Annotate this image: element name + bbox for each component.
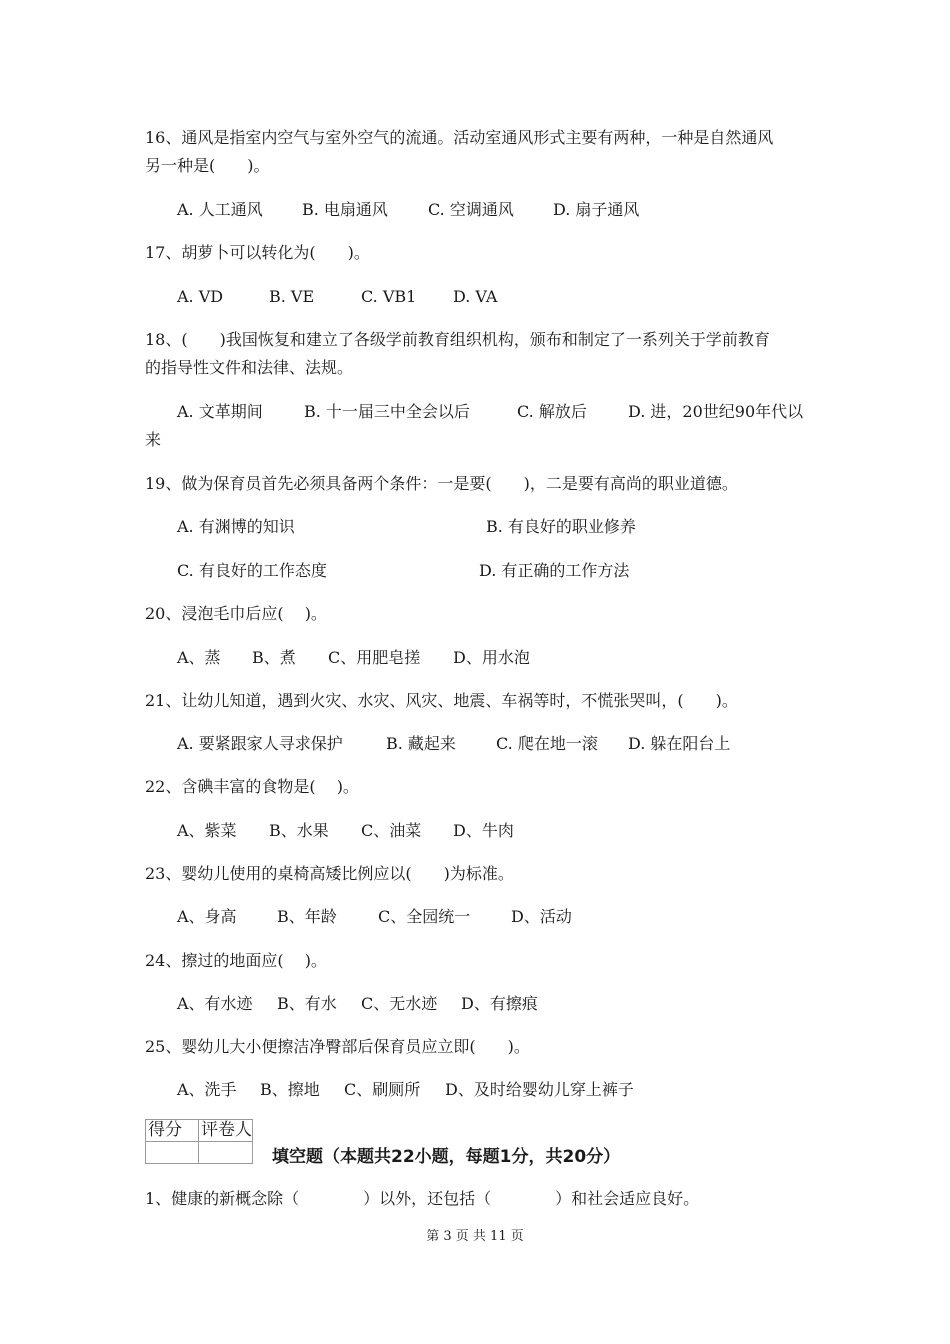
q16-option-a: A. 人工通风: [177, 200, 263, 219]
q16-option-d: D. 扇子通风: [553, 200, 640, 219]
q18-option-d: D. 进，20世纪90年代以: [628, 402, 804, 421]
q23-option-a: A、身高: [177, 907, 237, 926]
q22-option-a: A、紫菜: [177, 821, 237, 840]
q16-option-b: B. 电扇通风: [302, 200, 388, 219]
q21-text: 21、让幼儿知道，遇到火灾、水灾、风灾、地震、车祸等时，不慌张哭叫，( )。: [145, 691, 738, 710]
q25-option-b: B、擦地: [260, 1080, 320, 1099]
q19-text: 19、做为保育员首先必须具备两个条件：一是要( )，二是要有高尚的职业道德。: [145, 474, 738, 493]
q17-option-a: A. VD: [177, 287, 224, 306]
q21-option-b: B. 藏起来: [386, 734, 456, 753]
q23-option-d: D、活动: [511, 907, 572, 926]
q25-text: 25、婴幼儿大小便擦洁净臀部后保育员应立即( )。: [145, 1037, 530, 1056]
score-box: [145, 1119, 253, 1164]
q19-option-a: A. 有渊博的知识: [177, 517, 295, 536]
q24-text: 24、擦过的地面应( )。: [145, 951, 327, 970]
q18-option-c: C. 解放后: [517, 402, 587, 421]
fill-q1-text: 1、健康的新概念除（ ）以外，还包括（ ）和社会适应良好。: [145, 1189, 700, 1208]
q24-option-d: D、有擦痕: [461, 994, 538, 1013]
q22-text: 22、含碘丰富的食物是( )。: [145, 777, 359, 796]
q23-option-c: C、全园统一: [378, 907, 471, 926]
q17-text: 17、胡萝卜可以转化为( )。: [145, 243, 370, 262]
q21-option-d: D. 躲在阳台上: [628, 734, 731, 753]
q25-option-d: D、及时给婴幼儿穿上裤子: [445, 1080, 634, 1099]
q20-option-b: B、煮: [252, 648, 296, 667]
q20-option-a: A、蒸: [177, 648, 221, 667]
score-cell[interactable]: [146, 1142, 199, 1164]
q16-text-line2: 另一种是( )。: [145, 156, 270, 175]
q18-text-line1: 18、( )我国恢复和建立了各级学前教育组织机构，颁布和制定了一系列关于学前教育: [145, 330, 770, 349]
grader-label: 评卷人: [199, 1120, 253, 1142]
q17-option-c: C. VB1: [361, 287, 417, 306]
page-footer: 第 3 页 共 11 页: [426, 1229, 524, 1244]
q18-option-d-wrap: 来: [145, 430, 162, 449]
q21-option-a: A. 要紧跟家人寻求保护: [177, 734, 343, 753]
q24-option-b: B、有水: [277, 994, 337, 1013]
q17-option-d: D. VA: [453, 287, 498, 306]
q22-option-b: B、水果: [269, 821, 329, 840]
q25-option-c: C、刷厕所: [344, 1080, 421, 1099]
q16-option-c: C. 空调通风: [428, 200, 514, 219]
q17-option-b: B. VE: [269, 287, 315, 306]
q20-option-d: D、用水泡: [453, 648, 530, 667]
q18-option-b: B. 十一届三中全会以后: [304, 402, 470, 421]
q16-text-line1: 16、通风是指室内空气与室外空气的流通。活动室通风形式主要有两种，一种是自然通风: [145, 128, 774, 147]
score-label: 得分: [146, 1120, 199, 1142]
q24-option-c: C、无水迹: [361, 994, 438, 1013]
section-title: 填空题（本题共22小题，每题1分，共20分）: [272, 1147, 621, 1167]
grader-cell[interactable]: [199, 1142, 253, 1164]
q25-option-a: A、洗手: [177, 1080, 237, 1099]
q19-option-d: D. 有正确的工作方法: [479, 561, 630, 580]
q23-text: 23、婴幼儿使用的桌椅高矮比例应以( )为标准。: [145, 864, 514, 883]
q21-option-c: C. 爬在地一滚: [496, 734, 598, 753]
q18-option-a: A. 文革期间: [177, 402, 263, 421]
q19-option-c: C. 有良好的工作态度: [177, 561, 327, 580]
q19-option-b: B. 有良好的职业修养: [486, 517, 636, 536]
q20-text: 20、浸泡毛巾后应( )。: [145, 604, 327, 623]
q20-option-c: C、用肥皂搓: [328, 648, 421, 667]
q18-text-line2: 的指导性文件和法律、法规。: [145, 358, 354, 377]
q23-option-b: B、年龄: [277, 907, 337, 926]
q24-option-a: A、有水迹: [177, 994, 253, 1013]
q22-option-d: D、牛肉: [453, 821, 514, 840]
q22-option-c: C、油菜: [361, 821, 422, 840]
